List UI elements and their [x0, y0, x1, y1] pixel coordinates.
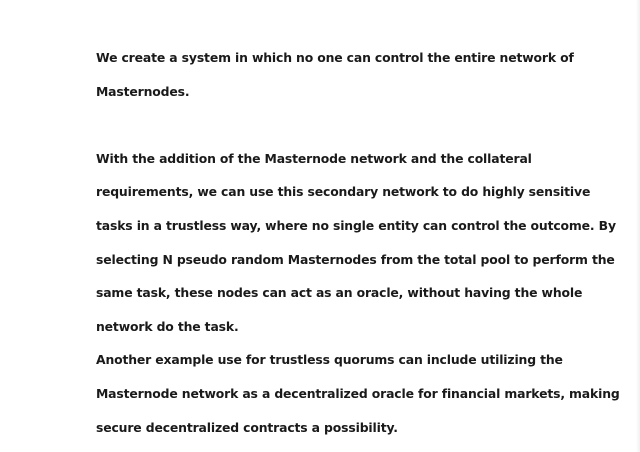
paragraph-trustless-quorums	[96, 343, 620, 444]
text-line: Masternodes.	[96, 83, 190, 99]
text-line: requirements, we can use this secondary network to do highly sensitive	[96, 184, 591, 200]
text-line: We create a system in which no one can control the entire network of	[96, 50, 574, 65]
text-line: network do the task.	[96, 318, 239, 334]
text-line: With the addition of the Masternode network and the collateral	[96, 150, 532, 166]
text-line: selecting N pseudo random Masternodes from the total pool to perform the	[96, 251, 615, 267]
text-line: Another example use for trustless quorums can include utilizing the	[96, 352, 563, 368]
paragraph-spacer	[96, 108, 566, 142]
document-body	[96, 41, 620, 444]
paragraph-system-control	[96, 41, 574, 108]
paragraph-masternode-network	[96, 142, 616, 344]
text-line: same task, these nodes can act as an oracle, without having the whole	[96, 285, 583, 301]
text-line: secure decentralized contracts a possibility.	[96, 419, 398, 435]
text-line: tasks in a trustless way, where no single entity can control the outcome. By	[96, 217, 616, 233]
text-line: Masternode network as a decentralized oracle for financial markets, making	[96, 385, 620, 401]
page-edge-shadow	[636, 0, 640, 452]
